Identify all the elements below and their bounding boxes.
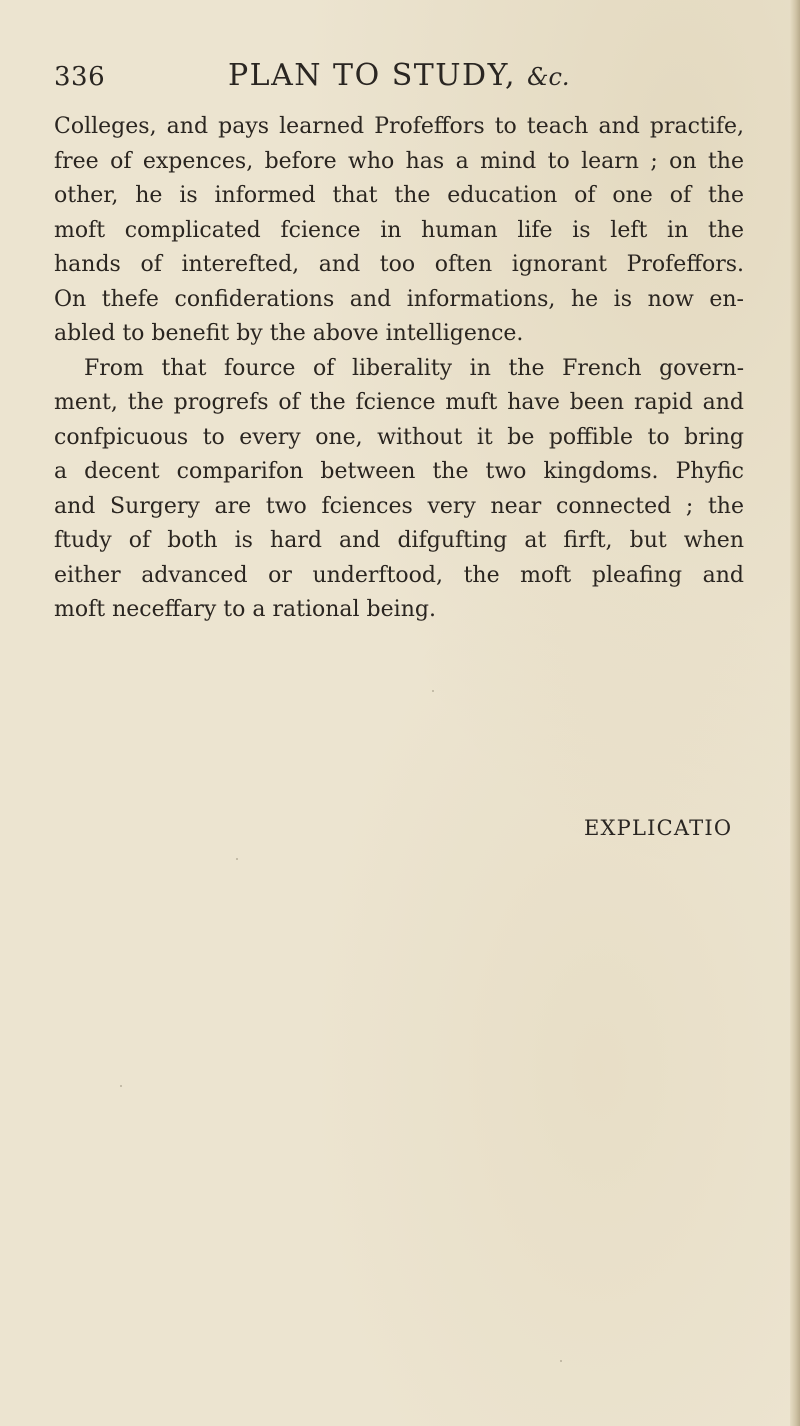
body-text xyxy=(54,110,744,628)
title-text: PLAN TO STUDY, xyxy=(228,58,517,93)
text-line: ftudy of both is hard and difgufting at firft, but when xyxy=(54,528,744,553)
title-etc: &c. xyxy=(527,63,570,91)
paper-speck xyxy=(610,820,612,822)
text-line: confpicuous to every one, without it be poffible to bring xyxy=(54,424,744,450)
paper-speck xyxy=(560,1360,562,1362)
text-line: Colleges, and pays learned Profeffors to teach and practife, xyxy=(54,114,744,139)
page-number: 336 xyxy=(54,62,106,92)
text-line: a decent comparifon between the two kingdoms. Phyfic xyxy=(54,459,744,484)
text-line: hands of interefted, and too often ignorant Profeffors. xyxy=(54,252,744,277)
text-line: From that fource of liberality in the French govern- xyxy=(84,355,744,381)
paper-speck xyxy=(120,1085,122,1087)
text-line: other, he is informed that the education of one of the xyxy=(54,183,744,208)
page-title xyxy=(228,58,570,93)
text-line: free of expences, before who has a mind to learn ; on the xyxy=(54,148,744,174)
text-line: either advanced or underftood, the moft pleafing and xyxy=(54,562,744,588)
paper-speck xyxy=(432,690,434,692)
text-line: abled to benefit by the above intelligence. xyxy=(54,321,524,346)
paper-speck xyxy=(236,858,238,860)
text-line: moft complicated fcience in human life is left in the xyxy=(54,217,744,243)
catchword: EXPLICATIO xyxy=(584,816,733,840)
text-line: moft neceffary to a rational being. xyxy=(54,597,436,622)
running-head xyxy=(54,58,754,98)
text-line: and Surgery are two fciences very near connected ; the xyxy=(54,493,744,519)
text-line: On thefe confiderations and informations, he is now en- xyxy=(54,286,744,312)
page-edge xyxy=(790,0,800,1426)
text-line: ment, the progrefs of the fcience muft have been rapid and xyxy=(54,390,744,415)
